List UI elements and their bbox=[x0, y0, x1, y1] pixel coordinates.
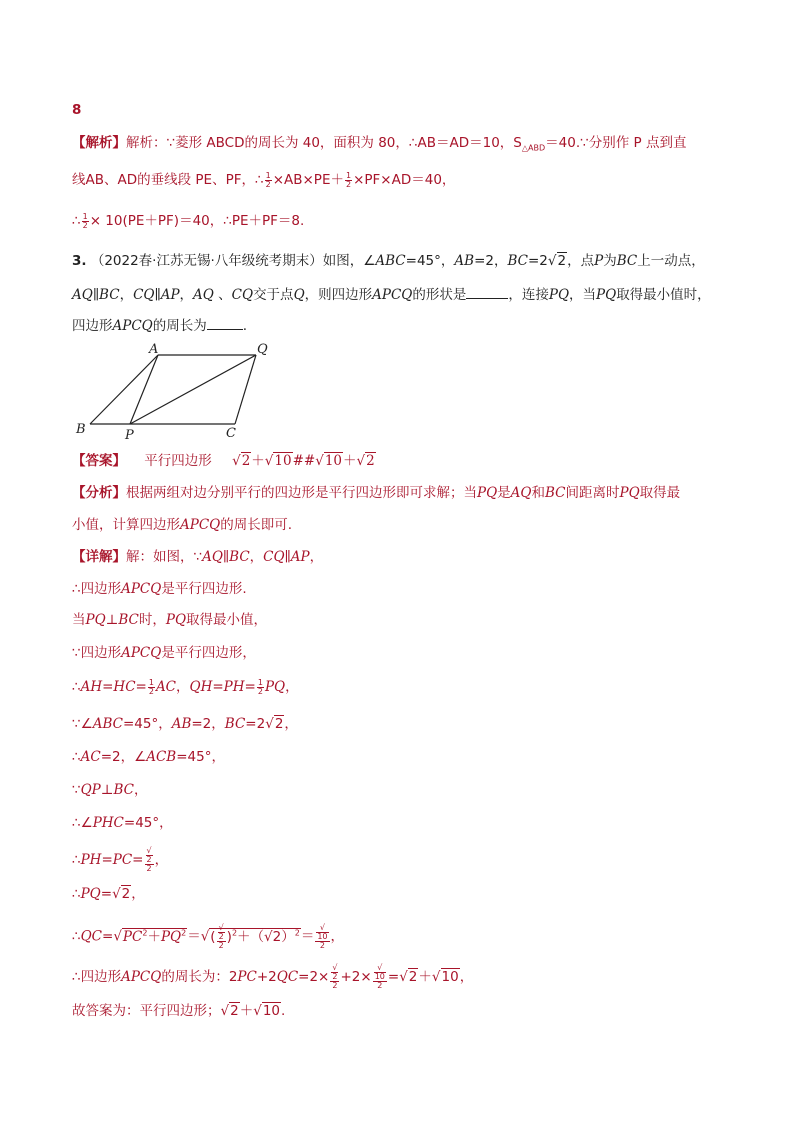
question-source: （2022春·江苏无锡·八年级统考期末） bbox=[90, 253, 323, 269]
detail-line-11: ∴PQ=√2， bbox=[72, 886, 145, 902]
prev-analysis-line-2 bbox=[72, 170, 455, 190]
question-number: 3. bbox=[72, 253, 87, 269]
answer-text: 平行四边形 bbox=[144, 453, 212, 469]
answer-blank-1 bbox=[466, 284, 508, 299]
fraction-half: $\frac{1}{2}$ bbox=[265, 170, 271, 189]
analysis-line-1: 【分析】根据两组对边分别平行的四边形是平行四边形即可求解；当PQ是AQ和BC间距离时PQ取得最 bbox=[72, 485, 681, 501]
detail-line-3: 当PQ⊥BC时，PQ取得最小值， bbox=[72, 612, 268, 628]
label-A: A bbox=[149, 342, 159, 357]
prev-analysis-text-tail: ＝40.∵分别作 P 点到直 bbox=[545, 135, 687, 151]
prev-analysis-text: ×AB×PE＋ bbox=[272, 172, 344, 188]
prev-analysis-line-3: ∴ $\frac{1}{2}$ × 10(PE＋PF)＝40，∴PE＋PF＝8. bbox=[72, 211, 305, 230]
detail-line-12: $\therefore QC=√PC^2+PQ^2=√$( √ 2 2 )$^2+(√2)^2=$ √ 10 2 ， bbox=[72, 922, 345, 950]
detail-line-9: ∴∠PHC=45°， bbox=[72, 815, 173, 831]
analysis-line-2: 小值，计算四边形APCQ的周长即可. bbox=[72, 517, 293, 533]
detail-line-2: ∴四边形APCQ是平行四边形. bbox=[72, 581, 247, 597]
fraction-half: $\frac{1}{2}$ bbox=[82, 211, 88, 230]
detail-line-13: ∴四边形APCQ的周长为：2PC+2QC=2× √ 2 2 +2× √ 10 2 =√2＋√10， bbox=[72, 963, 474, 990]
label-Q: Q bbox=[257, 342, 268, 357]
question-line-3: 四边形APCQ的周长为 . bbox=[72, 315, 247, 336]
area-subscript: △ABD bbox=[521, 143, 546, 153]
prev-analysis-text: 解析：∵菱形 ABCD的周长为 40，面积为 80，∴AB＝AD＝10，S bbox=[126, 135, 522, 151]
detail-line-8: ∵QP⊥BC， bbox=[72, 782, 148, 798]
analysis-tag: 【分析】 bbox=[72, 485, 126, 501]
prev-analysis-text: 线AB、AD的垂线段 PE、PF，∴ bbox=[72, 172, 264, 188]
fraction-half: $\frac{1}{2}$ bbox=[345, 170, 352, 189]
detail-line-6: ∵∠ABC=45°，AB=2，BC=2√2， bbox=[72, 716, 298, 732]
prev-analysis-line-1 bbox=[72, 133, 686, 159]
prev-analysis-text: ×PF×AD＝40， bbox=[353, 172, 456, 188]
detail-tag: 【详解】 bbox=[72, 549, 126, 565]
label-B: B bbox=[76, 422, 86, 437]
detail-line-5: ∴AH=HC= $\frac{1}{2}$ AC，QH=PH= $\frac{1}{2}$ PQ， bbox=[72, 677, 299, 696]
fraction-half: $\frac{1}{2}$ bbox=[148, 677, 154, 696]
answer-line: 【答案】 平行四边形 √2＋√10##√10＋√2 bbox=[72, 453, 375, 469]
question-line-1: 3. （2022春·江苏无锡·八年级统考期末）如图，∠ABC=45°，AB=2，BC=2√2，点P为BC上一动点， bbox=[72, 253, 705, 269]
label-P: P bbox=[125, 428, 134, 443]
detail-line-4: ∵四边形APCQ是平行四边形， bbox=[72, 645, 256, 661]
prev-analysis-text: × 10(PE＋PF)＝40，∴PE＋PF＝8. bbox=[89, 213, 305, 229]
analysis-tag: 【解析】 bbox=[72, 135, 126, 151]
parallelogram-figure bbox=[70, 338, 290, 443]
detail-line-10: ∴PH=PC= √ 2 2 ， bbox=[72, 846, 169, 873]
label-C: C bbox=[226, 426, 236, 441]
answer-tag: 【答案】 bbox=[72, 453, 126, 469]
fraction-half: $\frac{1}{2}$ bbox=[257, 677, 263, 696]
detail-line-1: 【详解】解：如图，∵AQ∥BC，CQ∥AP， bbox=[72, 549, 324, 565]
fraction-sqrt2-over-2: √ 2 2 bbox=[146, 846, 152, 873]
question-line-2: AQ∥BC，CQ∥AP，AQ 、CQ交于点Q，则四边形APCQ的形状是 ，连接PQ，当PQ取得最小值时， bbox=[72, 284, 711, 305]
detail-line-14: 故答案为：平行四边形；√2＋√10. bbox=[72, 1003, 286, 1019]
detail-line-7: ∴AC=2，∠ACB=45°， bbox=[72, 749, 225, 765]
previous-answer: 8 bbox=[72, 102, 82, 118]
answer-blank-2 bbox=[207, 315, 243, 330]
